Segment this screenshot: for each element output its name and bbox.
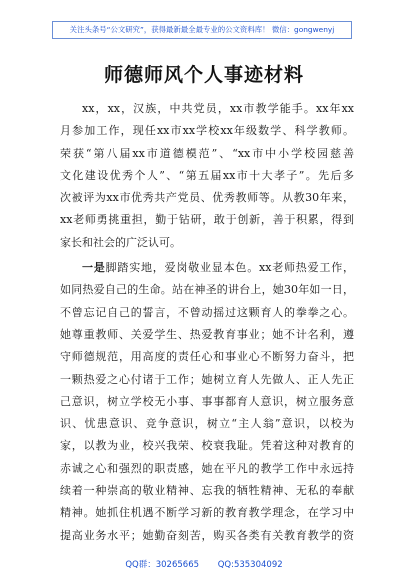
- text-line: 守师德规范，用高度的责任心和事业心不断努力奋斗，把: [60, 350, 354, 364]
- text-line: 月参加工作，现任xx市xx学校xx年级数学、科学教师。: [60, 124, 354, 138]
- text-line: 家长和社会的广泛认可。: [60, 235, 181, 249]
- text-line: 荣获“第八届xx市道德模范”、“xx市中小学校园慈善: [60, 146, 354, 160]
- text-line: xx，xx，汉族，中共党员，xx市教学能手。xx年xx: [82, 102, 354, 115]
- text-line: 家，以教为业，校兴我荣、校衰我耻。凭着这种对教育的: [60, 439, 354, 453]
- text-line: 次被评为xx市优秀共产党员、优秀教师等。从教30年来，: [60, 191, 354, 205]
- text-line: 识、忧患意识、竞争意识，树立“主人翁”意识，以校为: [60, 417, 354, 431]
- paragraph-one: [60, 257, 354, 547]
- page-title: 师德师风个人事迹材料: [103, 64, 304, 86]
- text-line: 她尊重教师、关爱学生、热爱教育事业；她不计名利，遵: [60, 327, 354, 341]
- paragraph-intro: [60, 98, 354, 254]
- text-line: 赤诚之心和强烈的职责感，她在平凡的教学工作中永远持: [60, 461, 354, 475]
- text-line: 不曾忘记自己的誓言，不曾动摇过这颗育人的拳拳之心。: [60, 305, 354, 319]
- text-line: 文化建设优秀个人”、“第五届xx市十大孝子”。先后多: [60, 168, 354, 182]
- footer-qq: QQ:535304092: [217, 560, 283, 570]
- text-line: [60, 257, 354, 279]
- text-line: xx老师勇挑重担，勤于钻研，敢于创新，善于积累，得到: [60, 213, 354, 227]
- text-line: 己意识，树立学校无小事、事事都育人意识，树立服务意: [60, 394, 354, 408]
- text-line: 提高业务水平；她勤奋刻苦，购买各类有关教育教学的资: [60, 528, 354, 542]
- text-line: 一颗热爱之心付诸于工作；她树立育人先做人、正人先正: [60, 372, 354, 386]
- footer: [0, 558, 408, 570]
- section-lead: 一是: [82, 261, 106, 275]
- text-line: 续着一种崇高的敬业精神、忘我的牺牲精神、无私的奉献: [60, 484, 354, 498]
- text-span: 脚踏实地，爱岗敬业显本色。xx老师热爱工作，: [105, 261, 354, 275]
- top-banner: 关注头条号“公文研究”，获得最新最全最专业的公文资料库！ 微信：gongwenyj: [52, 21, 352, 39]
- text-line: 如同热爱自己的生命。站在神圣的讲台上，她30年如一日，: [60, 283, 354, 297]
- footer-qq-group: QQ群：30265665: [125, 560, 200, 570]
- text-line: 精神。她抓住机遇不断学习新的教育教学理念，在学习中: [60, 506, 354, 520]
- document-body: [60, 98, 354, 547]
